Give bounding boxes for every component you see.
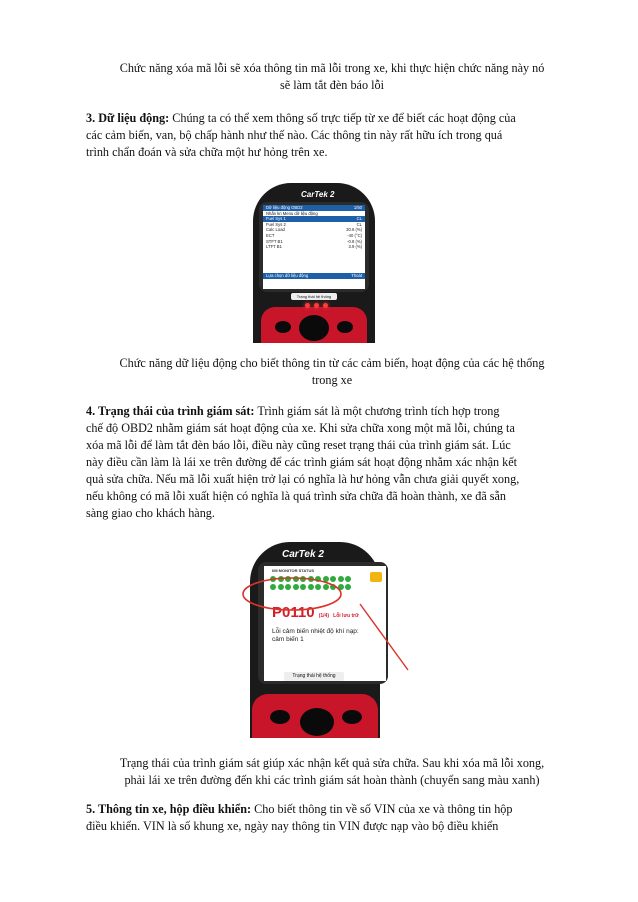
row-value: CL <box>356 216 362 222</box>
row-value: 3.9 (%) <box>348 244 362 250</box>
paragraph-line: xóa mã lỗi để làm tắt đèn báo lỗi, điều này cũng reset trạng thái của trình giám sát. Lúc <box>86 438 511 452</box>
device-photo-live-data <box>195 175 433 343</box>
dtc-code: P0110 <box>272 604 315 621</box>
section-monitor-status <box>86 403 578 522</box>
caption-line: phải lái xe trên đường đến khi các trình giám sát hoàn thành (chuyển sang màu xanh) <box>124 773 540 787</box>
annotation-line <box>360 604 408 670</box>
caption-clear-codes <box>86 60 578 94</box>
section-vehicle-info <box>86 801 578 835</box>
paragraph-line: quả sửa chữa. Nếu mã lỗi xuất hiện trở lại có nghĩa là hư hỏng vẫn chưa giải quyết xong, <box>86 472 520 486</box>
paragraph-line: sàng giao cho khách hàng. <box>86 506 215 520</box>
section-heading: 4. Trạng thái của trình giám sát: <box>86 404 255 418</box>
caption-live-data <box>86 355 578 389</box>
live-data-row[interactable] <box>263 244 365 250</box>
row-name: STFT B1 <box>266 238 283 244</box>
line-text: Cho biết thông tin về số VIN của xe và thông tin hộp <box>251 802 513 816</box>
row-value: CL <box>356 221 362 227</box>
led-red <box>305 303 310 308</box>
monitor-title: I/M MONITOR STATUS <box>272 568 314 573</box>
left-button[interactable] <box>275 321 291 333</box>
line-text: Trình giám sát là một chương trình tích hợp trong <box>254 404 500 418</box>
screen-rows <box>263 216 365 250</box>
annotation-ellipse <box>243 578 341 610</box>
device-brand-label: CarTek 2 <box>282 549 324 560</box>
dtc-count: (1/4) <box>318 613 329 619</box>
led-red <box>314 303 319 308</box>
screen-hint: Nhấn kn Menu dữ liệu động <box>266 210 318 216</box>
row-value: -0.8 (%) <box>347 238 362 244</box>
screen-title: Dữ liệu động OBD2 <box>266 205 303 210</box>
paragraph-line: trình chẩn đoán và sửa chữa một hư hỏng trên xe. <box>86 145 328 159</box>
row-value: 30.6 (%) <box>346 227 362 233</box>
caption-line: sẽ làm tắt đèn báo lỗi <box>280 78 384 92</box>
section-heading: 3. Dữ liệu động: <box>86 111 170 125</box>
row-name: Fuel Sys 2 <box>266 221 286 227</box>
caption-line: trong xe <box>311 373 353 387</box>
screen-footer <box>263 273 365 279</box>
led-red <box>323 303 328 308</box>
paragraph-line: nếu không có mã lỗi xuất hiện có nghĩa là quá trình sửa chữa đã hoàn thành, xe đã sẵn <box>86 489 507 503</box>
row-name: LTFT B1 <box>266 244 282 250</box>
paragraph-line <box>86 403 578 420</box>
system-status-button[interactable]: Trạng thái hệ thống <box>291 293 337 300</box>
right-button[interactable] <box>337 321 353 333</box>
device-screen <box>263 205 365 289</box>
row-name: ECT <box>266 232 275 238</box>
paragraph-line: điều khiển. VIN là số khung xe, ngày nay thông tin VIN được nạp vào bộ điều khiển <box>86 819 499 833</box>
annotation-overlay <box>238 538 410 738</box>
paragraph-line: chế độ OBD2 nhằm giám sát hoạt động của xe. Khi sửa chữa xong một mã lỗi, chúng ta <box>86 421 515 435</box>
description-line: cảm biến 1 <box>272 636 304 643</box>
caption-line: Chức năng dữ liệu động cho biết thông tin từ các cảm biến, hoạt động của các hệ thống <box>119 356 545 370</box>
dtc-tag: Lỗi lưu trữ <box>333 613 359 619</box>
paragraph-line: các cảm biến, van, bộ chấp hành như thế nào. Các thông tin này rất hữu ích trong quá <box>86 128 503 142</box>
row-value: -40 (°C) <box>347 232 362 238</box>
description-line: Lỗi cảm biến nhiệt độ khí nạp: <box>272 628 359 635</box>
section-live-data <box>86 110 578 161</box>
caption-line: Trạng thái của trình giám sát giúp xác nhận kết quả sửa chữa. Sau khi xóa mã lỗi xong, <box>119 756 545 770</box>
device-photo-monitor-status <box>238 538 410 738</box>
footer-left: Lựa chọn dữ liệu động <box>266 273 309 279</box>
dpad-button[interactable] <box>299 315 329 341</box>
paragraph-line <box>86 110 578 127</box>
line-text: Chúng ta có thể xem thông số trực tiếp từ xe để biết các hoạt động của <box>169 111 516 125</box>
section-heading: 5. Thông tin xe, hộp điều khiển: <box>86 802 252 816</box>
footer-right: Thoát <box>351 273 362 279</box>
paragraph-line <box>86 801 578 818</box>
caption-line: Chức năng xóa mã lỗi sẽ xóa thông tin mã lỗi trong xe, khi thực hiện chức năng này nó <box>119 61 545 75</box>
row-name: Calc Load <box>266 227 285 233</box>
paragraph-line: này điều cần làm là lái xe trên đường để các trình giám sát hoạt động nhằm xác nhận kết <box>86 455 518 469</box>
caption-monitor-status <box>86 755 578 789</box>
row-name: Fuel Sys 1 <box>266 216 286 222</box>
system-status-button[interactable]: Trạng thái hệ thống <box>284 672 344 681</box>
screen-count: 1/50 <box>353 205 362 210</box>
device-brand-label: CarTek 2 <box>301 190 335 199</box>
